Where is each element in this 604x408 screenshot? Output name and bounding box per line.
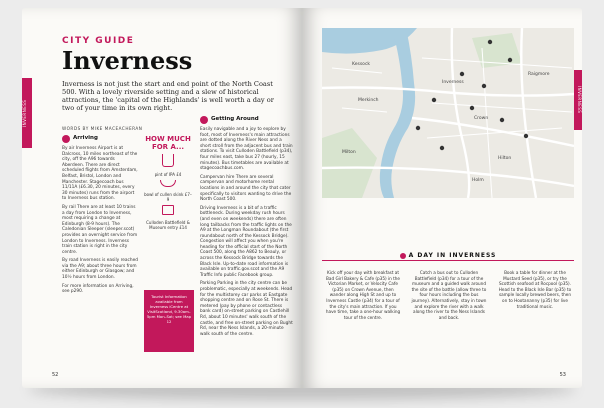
day-divider — [322, 260, 574, 261]
bus-icon — [200, 116, 208, 124]
tourist-info-box: Tourist Information available from Inverness iCentre at VisitScotland, 9.30am–5pm Mon–Sat; see Map 12 — [144, 290, 194, 352]
page-title: Inverness — [62, 46, 193, 75]
price-item: Culloden Battlefield & Museum entry £14 — [146, 220, 190, 230]
arriving-heading: Arriving — [73, 135, 98, 142]
arriving-header — [62, 135, 138, 143]
getting-around-paragraph: Easily navigable and a joy to explore by foot, most of Inverness's main attractions are dotted along the River Ness and a short stroll from the adjacent bus and train stations. To visit Culloden Battlefield (p34), four miles east, take bus 27 (hourly, 15 minutes). Bus timetables are available at stagecoachbus.com. — [200, 127, 293, 172]
price-item: bowl of cullen skink £7–9 — [144, 192, 192, 202]
getting-around-paragraph: Campervan hire There are several campervan and motorhome rental locations in and around the city that cater specifically to visitors wanting to drive the North Coast 500. — [200, 174, 292, 203]
price-item: pint of IPA £4 — [154, 172, 182, 177]
getting-around-heading: Getting Around — [211, 116, 259, 123]
left-page — [22, 8, 302, 388]
getting-around-paragraph: Parking Parking in the city centre can be problematic, especially at weekends. Head for the multistorey car parks at Eastgate shopping centre and on Rose St. There is metered (pay by phone or contactless bank card) on-street parking on Castlehill Rd, about 10 minutes' walk south of the castle, and free on-street parking on Bught Rd, near the Ness Islands, a 20-minute walk south of the centre. — [200, 281, 293, 337]
day-section-heading — [322, 252, 574, 259]
arriving-paragraph: By air Inverness Airport is at Dalcross, 10 miles northeast of the city, off the A96 towards Aberdeen. There are direct scheduled flights from Amsterdam, Belfast, Bristol, London and Manchester. Stagecoach bus 11/11A (£6.30, 20 minutes, every 30 minutes) runs from the airport to Inverness bus station. — [62, 146, 138, 202]
arriving-column — [62, 135, 138, 298]
map-label: Kessock — [352, 62, 371, 67]
right-page-number: 53 — [559, 372, 566, 378]
lede-paragraph: Inverness is not just the start and end point of the North Coast 500. With a lovely riverside setting and a slew of historical attractions, the 'capital of the Highlands' is well worth a day or two of your time in its own right. — [62, 80, 274, 112]
getting-around-header — [200, 116, 294, 124]
right-section-tab: INVERNESS — [572, 70, 582, 130]
day-heading-text: A DAY IN INVERNESS — [408, 252, 497, 259]
arriving-paragraph: By road Inverness is easily reached via the A9; about three hours from either Edinburgh or Glasgow; and 10½ hours from London. — [62, 258, 138, 281]
right-page — [302, 8, 582, 388]
left-section-tab: INVERNESS — [22, 78, 32, 148]
map-label: Milton — [342, 150, 356, 155]
arriving-paragraph: By rail There are at least 10 trains a day from London to Inverness, most requiring a change at Edinburgh (8-9 hours). The Caledonian Sleeper (sleeper.scot) provides an overnight service from London to Inverness. Inverness train station is right in the city centre. — [62, 204, 138, 255]
map-label: Hilton — [498, 156, 512, 161]
how-much-heading: HOW MUCH FOR A... — [145, 135, 191, 151]
morning-column: Kick off your day with breakfast at Bad Girl Bakery & Cafe (p35) in the Victorian Market, or Velocity Cafe (p35) on Crown Avenue, then wander along High St and up to Inverness Castle (p34) for a tour of the city's main attraction. If you have time, take a one-hour walking tour of the centre. — [325, 270, 401, 320]
map-label: Raigmore — [528, 72, 550, 77]
plane-icon — [62, 135, 70, 143]
pint-icon — [162, 154, 174, 167]
map-label: Holm — [472, 178, 484, 183]
open-book — [22, 8, 582, 394]
byline: WORDS BY MIKE MACEACHERAN — [62, 126, 143, 131]
evening-column: Book a table for dinner at the Mustard Seed (p35), or try the Scottish seafood at Rocpool (p35). Head to the Black Isle Bar (p35) to sample locally brewed beers, then on to Hootananny (p35) for live traditional music. — [498, 270, 572, 309]
arriving-paragraph: For more information on Arriving, see p290. — [62, 283, 134, 295]
map-graphic — [322, 28, 574, 198]
how-much-sidebar — [144, 135, 192, 230]
ticket-icon — [162, 205, 174, 215]
map-label: Merkinch — [358, 98, 379, 103]
getting-around-column — [200, 116, 294, 340]
city-guide-kicker: CITY GUIDE — [62, 36, 135, 46]
getting-around-paragraph: Driving Inverness is a bit of a traffic bottleneck. During weekday rush hours (and even on weekends) there are often long tailbacks from the traffic lights on the A9 at the Longman Roundabout (the first roundabout north of the Kessock Bridge). Congestion will affect you when you're heading for the official start of the North Coast 500, along the A862 to Beauly, or across the Kessock Bridge towards the Black Isle. Up-to-date road information is available on traffic.gov.scot and the A9 Traffic Info public Facebook group. — [200, 205, 292, 278]
city-map — [322, 28, 574, 198]
bowl-icon — [160, 180, 176, 187]
map-label: Inverness — [442, 80, 464, 85]
afternoon-column: Catch a bus out to Culloden Battlefield (p34) for a tour of the museum and a guided walk around the site of the battle (allow three to four hours including the bus journey). Alternatively, stay in town and explore the river with a walk along the river to the Ness Islands and back. — [411, 270, 487, 320]
map-label: Crown — [474, 116, 489, 121]
left-page-number: 52 — [52, 372, 59, 378]
itinerary-icon — [400, 253, 406, 259]
